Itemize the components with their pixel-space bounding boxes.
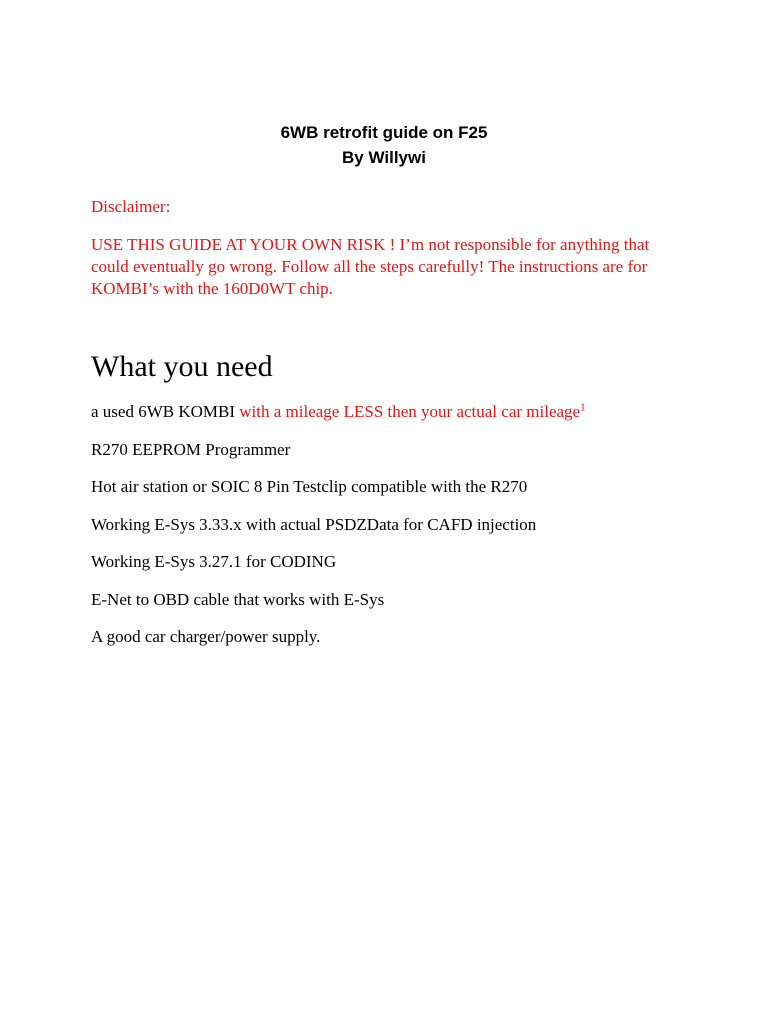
needs-first-prefix: a used 6WB KOMBI	[91, 402, 240, 421]
list-item: A good car charger/power supply.	[91, 627, 321, 646]
footnote-marker: 1	[580, 401, 586, 414]
section-heading: What you need	[91, 350, 273, 383]
needs-list	[91, 401, 586, 664]
needs-first-highlight: with a mileage LESS then your actual car mileage	[239, 402, 581, 421]
title-block	[0, 120, 768, 170]
document-title: 6WB retrofit guide on F25	[280, 123, 488, 142]
disclaimer-label: Disclaimer:	[91, 197, 171, 216]
list-item: Hot air station or SOIC 8 Pin Testclip compatible with the R270	[91, 477, 528, 496]
disclaimer-text: USE THIS GUIDE AT YOUR OWN RISK ! I’m not responsible for anything that could eventually go wrong. Follow all the steps carefully! The instructions are for KOMBI’s with the 160D0WT chip.	[91, 235, 650, 298]
list-item: R270 EEPROM Programmer	[91, 439, 291, 459]
list-item: Working E-Sys 3.27.1 for CODING	[91, 552, 337, 571]
list-item: Working E-Sys 3.33.x with actual PSDZData for CAFD injection	[91, 514, 537, 534]
list-item: E-Net to OBD cable that works with E-Sys	[91, 589, 385, 609]
document-author: By Willywi	[342, 148, 426, 167]
list-item	[91, 401, 586, 439]
